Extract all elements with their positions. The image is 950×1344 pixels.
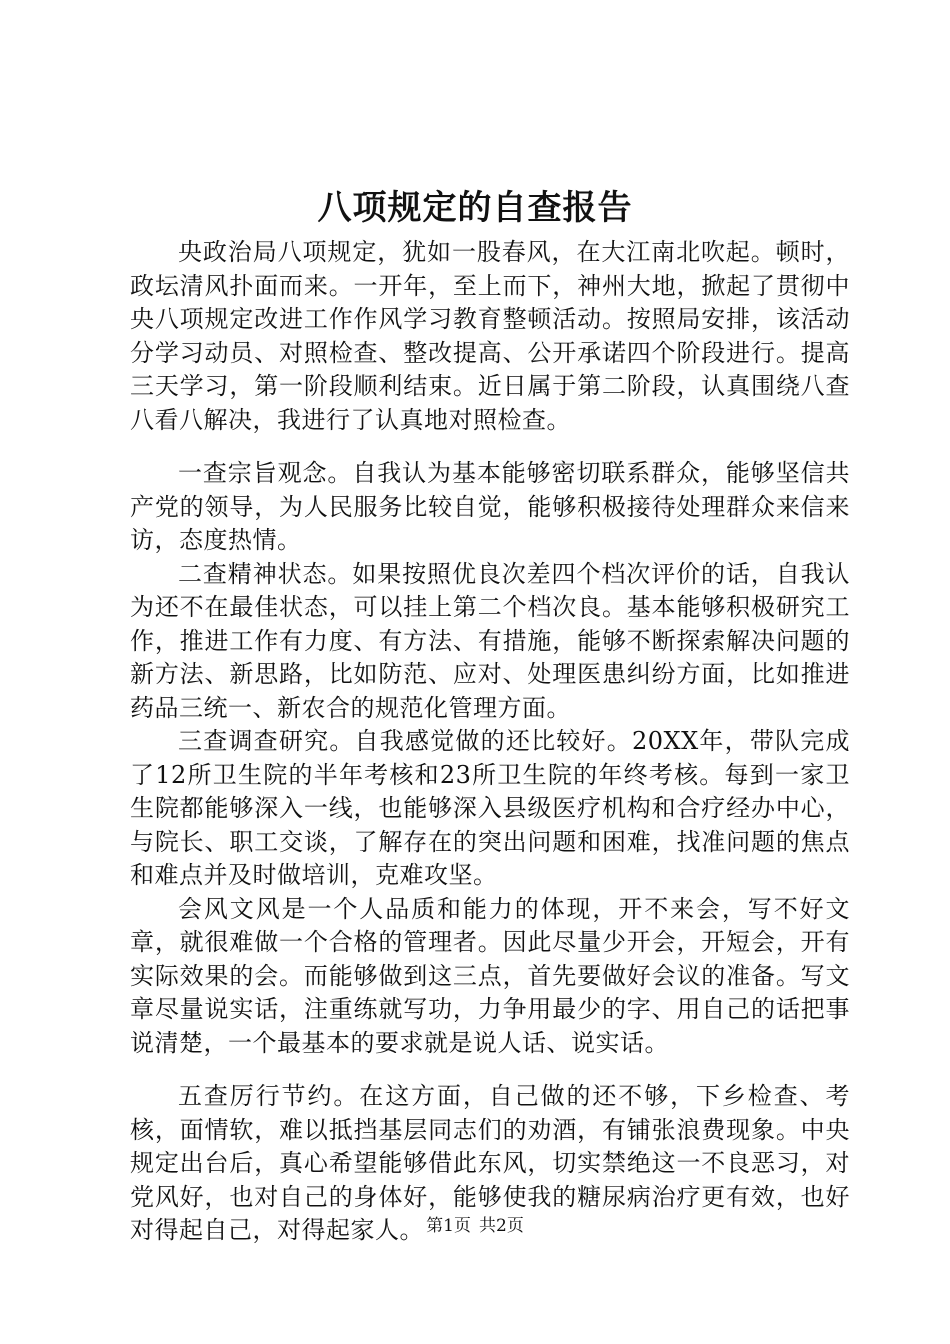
paragraph-frugality: 五查厉行节约。在这方面，自己做的还不够，下乡检查、考核，面情软，难以抵挡基层同志们的劝酒，有铺张浪费现象。中央规定出台后，真心希望能够借此东风，切实禁绝这一不良恶习，对党风好，也对自己的身体好，能够使我的糖尿病治疗更有效，也好对得起自己，对得起家人。 — [130, 1082, 850, 1244]
document-title: 八项规定的自查报告 — [317, 188, 633, 228]
page-number-current: 第1页 — [426, 1216, 471, 1236]
page-footer — [0, 1214, 950, 1238]
document-body — [130, 236, 850, 1248]
paragraph-meeting-style: 会风文风是一个人品质和能力的体现，开不来会，写不好文章，就很难做一个合格的管理者。因此尽量少开会，开短会，开有实际效果的会。而能够做到这三点，首先要做好会议的准备。写文章尽量说实话，注重练就写功，力争用最少的字、用自己的话把事说清楚，一个最基本的要求就是说人话、说实话。 — [130, 894, 850, 1057]
paragraph-spirit: 二查精神状态。如果按照优良次差四个档次评价的话，自我认为还不在最佳状态，可以挂上第二个档次良。基本能够积极研究工作，推进工作有力度、有方法、有措施，能够不断探索解决问题的新方法、新思路，比如防范、应对、处理医患纠纷方面，比如推进药品三统一、新农合的规范化管理方面。 — [130, 559, 850, 722]
paragraph-intro: 央政治局八项规定，犹如一股春风，在大江南北吹起。顿时，政坛清风扑面而来。一开年，至上而下，神州大地，掀起了贯彻中央八项规定改进工作作风学习教育整顿活动。按照局安排，该活动分学习动员、对照检查、整改提高、公开承诺四个阶段进行。提高三天学习，第一阶段顺利结束。近日属于第二阶段，认真围绕八查八看八解决，我进行了认真地对照检查。 — [130, 238, 850, 434]
page-number-total: 共2页 — [479, 1216, 524, 1236]
paragraph-research: 三查调查研究。自我感觉做的还比较好。20XX年，带队完成了12所卫生院的半年考核和23所卫生院的年终考核。每到一家卫生院都能够深入一线，也能够深入县级医疗机构和合疗经办中心，与院长、职工交谈，了解存在的突出问题和困难，找准问题的焦点和难点并及时做培训，克难攻坚。 — [130, 727, 850, 889]
paragraph-purpose: 一查宗旨观念。自我认为基本能够密切联系群众，能够坚信共产党的领导，为人民服务比较自觉，能够积极接待处理群众来信来访，态度热情。 — [130, 459, 850, 554]
